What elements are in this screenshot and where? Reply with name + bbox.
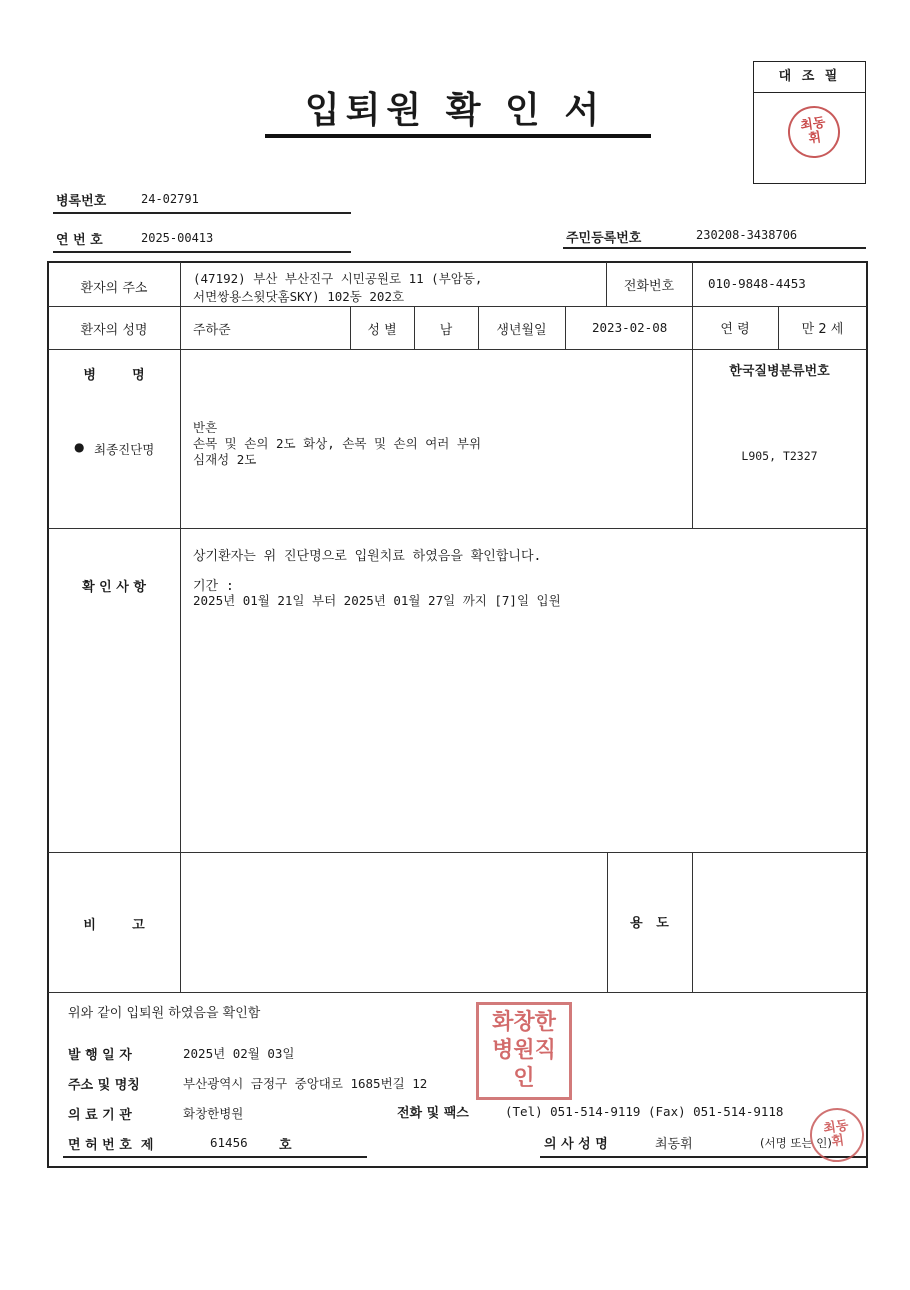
- hospital-seal: [476, 1002, 572, 1100]
- comparison-seal-text: 최동휘: [799, 115, 827, 147]
- diagnosis-line-1: 반흔: [193, 420, 218, 435]
- rrn-underline: [563, 247, 866, 249]
- confirmation-label: 확 인 사 항: [82, 580, 146, 595]
- contact-label: 전화 및 팩스: [397, 1106, 469, 1121]
- phone-value: 010-9848-4453: [708, 276, 806, 291]
- row-divider: [48, 992, 867, 993]
- serial-number: 2025-00413: [141, 231, 214, 245]
- contact-numbers: (Tel) 051-514-9119 (Fax) 051-514-9118: [505, 1104, 784, 1119]
- hospital-seal-text: 화창한병원직인: [492, 1010, 556, 1091]
- col-divider: [180, 262, 181, 992]
- dob-label: 생년월일: [496, 323, 547, 338]
- address-line2: 서면쌍용스윗닷홈SKY) 102동 202호: [193, 289, 405, 304]
- institution-name: 화창한병원: [183, 1106, 244, 1121]
- doctor-seal-text: 최동휘: [822, 1118, 850, 1150]
- admission-period: 2025년 01월 21일 부터 2025년 01월 27일 까지 [7]일 입원: [193, 593, 561, 608]
- issue-date: 2025년 02월 03일: [183, 1046, 295, 1061]
- doctor-name-label: 의 사 성 명: [544, 1137, 608, 1152]
- row-divider: [48, 349, 867, 350]
- title-underline: [265, 134, 651, 138]
- hospital-address: 부산광역시 금정구 중앙대로 1685번길 12: [183, 1076, 428, 1091]
- doctor-underline: [540, 1156, 866, 1158]
- confirmation-statement: 상기환자는 위 진단명으로 입원치료 하였음을 확인합니다.: [193, 549, 542, 564]
- age-label: 연 령: [720, 322, 750, 337]
- phone-label: 전화번호: [623, 279, 675, 294]
- form-frame: [47, 261, 868, 1168]
- patient-name: 주하준: [193, 323, 231, 338]
- address-name-label: 주소 및 명칭: [68, 1078, 140, 1093]
- license-suffix: 호: [279, 1138, 292, 1153]
- institution-label: 의 료 기 관: [68, 1108, 132, 1123]
- period-label: 기간 :: [193, 579, 234, 594]
- sign-note: (서명 또는 인): [760, 1136, 832, 1150]
- diagnosis-line-3: 심재성 2도: [193, 452, 257, 467]
- license-number: 61456: [210, 1135, 248, 1150]
- rrn-value: 230208-3438706: [696, 228, 798, 242]
- doctor-name: 최동휘: [655, 1137, 693, 1152]
- diagnosis-label: 병 명: [83, 368, 145, 383]
- usage-label: 용 도: [630, 916, 669, 931]
- row-divider: [48, 852, 867, 853]
- sex-label: 성 별: [367, 323, 397, 338]
- confirm-text: 위와 같이 입퇴원 하였음을 확인함: [68, 1006, 261, 1021]
- chart-number: 24-02791: [141, 192, 199, 206]
- sex-value: 남: [439, 323, 453, 338]
- comparison-stamp-box: [753, 61, 866, 184]
- chart-number-underline: [53, 212, 351, 214]
- document-title: 입퇴원 확 인 서: [304, 90, 606, 131]
- age-value: 만 2 세: [801, 322, 844, 337]
- row-divider: [48, 528, 867, 529]
- license-label: 면 허 번 호 제: [68, 1138, 154, 1153]
- dob-value: 2023-02-08: [592, 320, 668, 335]
- col-divider: [692, 262, 693, 528]
- comparison-label: 대 조 필: [754, 62, 865, 93]
- rrn-label: 주민등록번호: [566, 231, 642, 246]
- comparison-seal: [785, 103, 844, 162]
- diagnosis-line-2: 손목 및 손의 2도 화상, 손목 및 손의 여러 부위: [193, 436, 482, 451]
- address-line1: (47192) 부산 부산진구 시민공원로 11 (부암동,: [193, 271, 483, 286]
- serial-number-underline: [53, 251, 351, 253]
- final-diagnosis-label: 최종진단명: [94, 442, 155, 457]
- col-divider: [565, 306, 566, 349]
- kcd-label: 한국질병분류번호: [729, 364, 830, 379]
- kcd-codes: L905, T2327: [741, 449, 818, 463]
- row-divider: [48, 306, 867, 307]
- serial-number-label: 연 번 호: [56, 233, 103, 248]
- bullet-icon: ●: [74, 440, 85, 454]
- name-label: 환자의 성명: [80, 323, 148, 338]
- address-label: 환자의 주소: [80, 281, 148, 296]
- remarks-label: 비 고: [83, 918, 145, 933]
- chart-number-label: 병록번호: [56, 194, 107, 209]
- col-divider: [692, 852, 693, 992]
- issue-date-label: 발 행 일 자: [68, 1048, 132, 1063]
- license-underline: [63, 1156, 367, 1158]
